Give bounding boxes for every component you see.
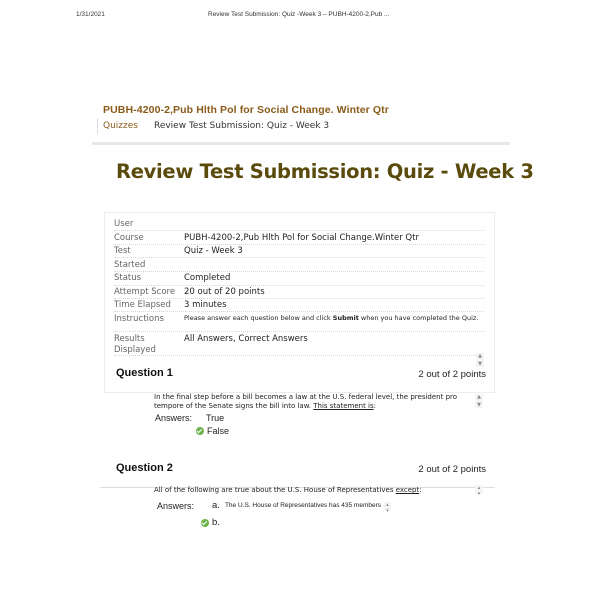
detail-row-status (114, 273, 484, 286)
print-header (0, 11, 600, 23)
detail-label: Results Displayed (114, 334, 156, 355)
scroll-arrows-icon[interactable]: ▴ ▾ (384, 502, 391, 510)
detail-value: PUBH-4200-2,Pub Hlth Pol for Social Change.Winter Qtr (184, 233, 419, 243)
detail-label: User (114, 219, 134, 229)
answers-label: Answers: (155, 413, 193, 423)
question-points: 2 out of 2 points (418, 369, 486, 380)
question-points: 2 out of 2 points (418, 464, 486, 475)
detail-label: Instructions (114, 314, 164, 324)
answer-option-correct: b. (201, 517, 225, 528)
answers-label: Answers: (157, 501, 195, 511)
detail-label: Time Elapsed (114, 300, 171, 310)
print-title: Review Test Submission: Quiz -Week 3 – PUBH-4200-2,Pub ... (208, 11, 390, 18)
detail-label: Attempt Score (114, 287, 176, 297)
detail-label: Status (114, 273, 142, 283)
question-title: Question 2 (116, 462, 173, 474)
question-title: Question 1 (116, 367, 173, 379)
check-circle-icon (201, 519, 209, 527)
scroll-arrows-icon[interactable]: ▲ ▼ (476, 353, 484, 367)
detail-row-user (114, 219, 484, 231)
question-1-box (104, 367, 495, 393)
detail-row-test (114, 246, 484, 258)
detail-label: Course (114, 233, 144, 243)
answer-option-correct: False (196, 426, 229, 436)
breadcrumb-quizzes-link[interactable]: Quizzes (103, 121, 138, 131)
detail-label: Test (114, 246, 131, 256)
scroll-arrows-icon[interactable]: ▴ ▾ (475, 485, 483, 494)
detail-row-course (114, 233, 484, 245)
detail-value: Quiz - Week 3 (184, 246, 243, 256)
detail-row-attempt-score (114, 287, 484, 299)
question-2-text: All of the following are true about the U.S. House of Representatives except: (154, 486, 422, 494)
breadcrumb (97, 118, 329, 134)
detail-value: Completed (184, 273, 231, 283)
detail-value: 3 minutes (184, 300, 227, 310)
detail-row-instructions (114, 314, 484, 332)
course-title[interactable]: PUBH-4200-2,Pub Hlth Pol for Social Change. Winter Qtr (103, 104, 389, 116)
breadcrumb-current: Review Test Submission: Quiz - Week 3 (153, 121, 330, 131)
answer-option: a. The U.S. House of Representatives has 435 members ▴ ▾ (212, 500, 391, 511)
scroll-arrows-icon[interactable]: ▲ ▼ (475, 394, 483, 408)
page-title: Review Test Submission: Quiz - Week 3 (116, 160, 534, 183)
print-date: 1/31/2021 (76, 11, 105, 18)
answer-option: True (206, 413, 225, 423)
detail-row-results-displayed (114, 334, 484, 356)
detail-row-time-elapsed (114, 300, 484, 312)
question-2-header (104, 462, 484, 478)
submit-emphasis: Submit (332, 314, 359, 322)
divider (92, 142, 510, 145)
detail-row-started (114, 260, 484, 272)
detail-value: All Answers, Correct Answers (184, 334, 308, 344)
detail-label: Started (114, 260, 146, 270)
submission-details (104, 212, 495, 392)
detail-value: Please answer each question below and click Submit when you have completed the Quiz. (184, 314, 479, 322)
detail-value: 20 out of 20 points (184, 287, 265, 297)
question-1-text: In the final step before a bill becomes a law at the U.S. federal level, the president pro tempore of the Senate signs the bill into law. This statement is: (154, 393, 458, 410)
check-circle-icon (196, 427, 204, 435)
